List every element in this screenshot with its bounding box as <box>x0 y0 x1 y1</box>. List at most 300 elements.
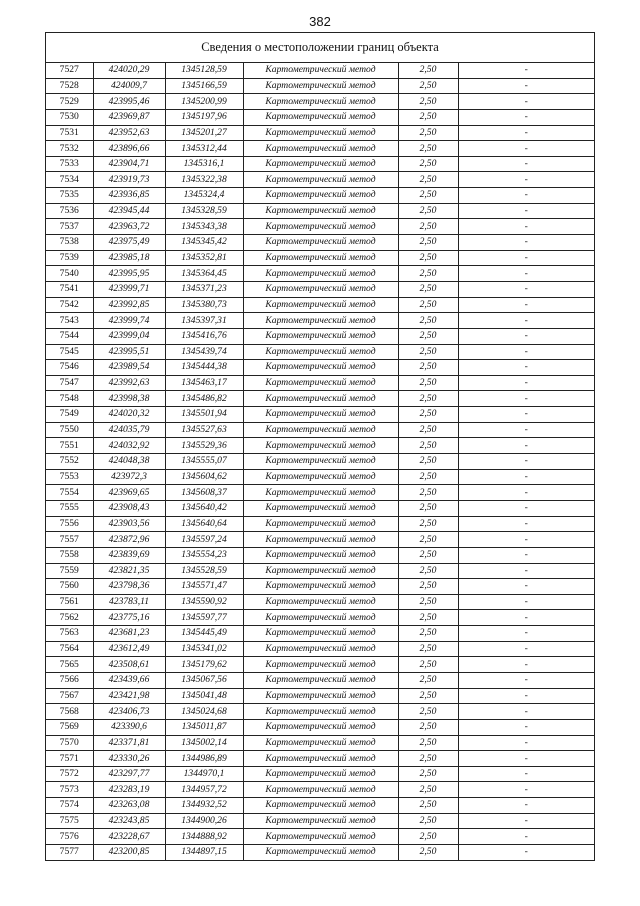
accuracy-cell: 2,50 <box>398 125 458 141</box>
y-coordinate-cell: 1345312,44 <box>165 141 243 157</box>
point-number-cell: 7549 <box>46 407 93 423</box>
method-cell: Картометрический метод <box>243 579 398 595</box>
x-coordinate-cell: 424009,7 <box>93 78 165 94</box>
accuracy-cell: 2,50 <box>398 391 458 407</box>
description-cell: - <box>458 438 594 454</box>
description-cell: - <box>458 547 594 563</box>
accuracy-cell: 2,50 <box>398 328 458 344</box>
accuracy-cell: 2,50 <box>398 78 458 94</box>
method-cell: Картометрический метод <box>243 563 398 579</box>
point-number-cell: 7539 <box>46 250 93 266</box>
point-number-cell: 7541 <box>46 281 93 297</box>
description-cell: - <box>458 563 594 579</box>
accuracy-cell: 2,50 <box>398 172 458 188</box>
description-cell: - <box>458 125 594 141</box>
point-number-cell: 7548 <box>46 391 93 407</box>
y-coordinate-cell: 1345486,82 <box>165 391 243 407</box>
description-cell: - <box>458 78 594 94</box>
y-coordinate-cell: 1345640,64 <box>165 516 243 532</box>
point-number-cell: 7570 <box>46 735 93 751</box>
y-coordinate-cell: 1344970,1 <box>165 766 243 782</box>
description-cell: - <box>458 798 594 814</box>
y-coordinate-cell: 1345527,63 <box>165 422 243 438</box>
accuracy-cell: 2,50 <box>398 500 458 516</box>
description-cell: - <box>458 94 594 110</box>
accuracy-cell: 2,50 <box>398 798 458 814</box>
accuracy-cell: 2,50 <box>398 782 458 798</box>
description-cell: - <box>458 594 594 610</box>
table-row <box>46 344 594 360</box>
accuracy-cell: 2,50 <box>398 641 458 657</box>
table-row <box>46 141 594 157</box>
method-cell: Картометрический метод <box>243 594 398 610</box>
y-coordinate-cell: 1345341,02 <box>165 641 243 657</box>
point-number-cell: 7568 <box>46 704 93 720</box>
method-cell: Картометрический метод <box>243 156 398 172</box>
accuracy-cell: 2,50 <box>398 532 458 548</box>
x-coordinate-cell: 423903,56 <box>93 516 165 532</box>
method-cell: Картометрический метод <box>243 829 398 845</box>
table-row <box>46 109 594 125</box>
description-cell: - <box>458 719 594 735</box>
accuracy-cell: 2,50 <box>398 344 458 360</box>
description-cell: - <box>458 141 594 157</box>
method-cell: Картометрический метод <box>243 672 398 688</box>
point-number-cell: 7554 <box>46 485 93 501</box>
y-coordinate-cell: 1345179,62 <box>165 657 243 673</box>
point-number-cell: 7547 <box>46 375 93 391</box>
table-row <box>46 829 594 845</box>
table-row <box>46 375 594 391</box>
accuracy-cell: 2,50 <box>398 579 458 595</box>
table-row <box>46 626 594 642</box>
method-cell: Картометрический метод <box>243 422 398 438</box>
accuracy-cell: 2,50 <box>398 407 458 423</box>
x-coordinate-cell: 424035,79 <box>93 422 165 438</box>
accuracy-cell: 2,50 <box>398 657 458 673</box>
description-cell: - <box>458 235 594 251</box>
point-number-cell: 7535 <box>46 188 93 204</box>
x-coordinate-cell: 423297,77 <box>93 766 165 782</box>
x-coordinate-cell: 423985,18 <box>93 250 165 266</box>
y-coordinate-cell: 1345322,38 <box>165 172 243 188</box>
accuracy-cell: 2,50 <box>398 485 458 501</box>
description-cell: - <box>458 704 594 720</box>
point-number-cell: 7540 <box>46 266 93 282</box>
table-row <box>46 281 594 297</box>
accuracy-cell: 2,50 <box>398 281 458 297</box>
accuracy-cell: 2,50 <box>398 610 458 626</box>
accuracy-cell: 2,50 <box>398 626 458 642</box>
x-coordinate-cell: 423995,46 <box>93 94 165 110</box>
point-number-cell: 7562 <box>46 610 93 626</box>
description-cell: - <box>458 344 594 360</box>
method-cell: Картометрический метод <box>243 454 398 470</box>
method-cell: Картометрический метод <box>243 297 398 313</box>
method-cell: Картометрический метод <box>243 469 398 485</box>
accuracy-cell: 2,50 <box>398 813 458 829</box>
boundary-points-table <box>46 63 594 860</box>
table-row <box>46 219 594 235</box>
x-coordinate-cell: 423972,3 <box>93 469 165 485</box>
point-number-cell: 7544 <box>46 328 93 344</box>
x-coordinate-cell: 423999,04 <box>93 328 165 344</box>
point-number-cell: 7558 <box>46 547 93 563</box>
method-cell: Картометрический метод <box>243 125 398 141</box>
y-coordinate-cell: 1345597,77 <box>165 610 243 626</box>
accuracy-cell: 2,50 <box>398 719 458 735</box>
table-row <box>46 422 594 438</box>
table-row <box>46 188 594 204</box>
point-number-cell: 7557 <box>46 532 93 548</box>
x-coordinate-cell: 424032,92 <box>93 438 165 454</box>
description-cell: - <box>458 297 594 313</box>
x-coordinate-cell: 423390,6 <box>93 719 165 735</box>
method-cell: Картометрический метод <box>243 109 398 125</box>
table-row <box>46 125 594 141</box>
method-cell: Картометрический метод <box>243 235 398 251</box>
method-cell: Картометрический метод <box>243 500 398 516</box>
accuracy-cell: 2,50 <box>398 438 458 454</box>
method-cell: Картометрический метод <box>243 626 398 642</box>
table-row <box>46 250 594 266</box>
y-coordinate-cell: 1345364,45 <box>165 266 243 282</box>
x-coordinate-cell: 423904,71 <box>93 156 165 172</box>
table-row <box>46 766 594 782</box>
y-coordinate-cell: 1345554,23 <box>165 547 243 563</box>
x-coordinate-cell: 423969,65 <box>93 485 165 501</box>
description-cell: - <box>458 813 594 829</box>
x-coordinate-cell: 423936,85 <box>93 188 165 204</box>
description-cell: - <box>458 641 594 657</box>
method-cell: Картометрический метод <box>243 438 398 454</box>
accuracy-cell: 2,50 <box>398 547 458 563</box>
table-row <box>46 845 594 860</box>
accuracy-cell: 2,50 <box>398 375 458 391</box>
accuracy-cell: 2,50 <box>398 266 458 282</box>
x-coordinate-cell: 423975,49 <box>93 235 165 251</box>
table-row <box>46 547 594 563</box>
table-row <box>46 500 594 516</box>
description-cell: - <box>458 500 594 516</box>
method-cell: Картометрический метод <box>243 141 398 157</box>
table-row <box>46 391 594 407</box>
point-number-cell: 7569 <box>46 719 93 735</box>
y-coordinate-cell: 1345529,36 <box>165 438 243 454</box>
method-cell: Картометрический метод <box>243 782 398 798</box>
table-row <box>46 297 594 313</box>
point-number-cell: 7546 <box>46 360 93 376</box>
description-cell: - <box>458 375 594 391</box>
page-number: 382 <box>309 14 331 29</box>
x-coordinate-cell: 423263,08 <box>93 798 165 814</box>
table-row <box>46 63 594 78</box>
y-coordinate-cell: 1345555,07 <box>165 454 243 470</box>
y-coordinate-cell: 1345571,47 <box>165 579 243 595</box>
method-cell: Картометрический метод <box>243 188 398 204</box>
accuracy-cell: 2,50 <box>398 360 458 376</box>
accuracy-cell: 2,50 <box>398 766 458 782</box>
accuracy-cell: 2,50 <box>398 688 458 704</box>
point-number-cell: 7550 <box>46 422 93 438</box>
x-coordinate-cell: 423969,87 <box>93 109 165 125</box>
point-number-cell: 7576 <box>46 829 93 845</box>
point-number-cell: 7532 <box>46 141 93 157</box>
table-row <box>46 360 594 376</box>
point-number-cell: 7573 <box>46 782 93 798</box>
y-coordinate-cell: 1345501,94 <box>165 407 243 423</box>
y-coordinate-cell: 1345640,42 <box>165 500 243 516</box>
y-coordinate-cell: 1345002,14 <box>165 735 243 751</box>
method-cell: Картометрический метод <box>243 360 398 376</box>
y-coordinate-cell: 1345380,73 <box>165 297 243 313</box>
method-cell: Картометрический метод <box>243 344 398 360</box>
table-row <box>46 782 594 798</box>
table-row <box>46 516 594 532</box>
x-coordinate-cell: 423612,49 <box>93 641 165 657</box>
accuracy-cell: 2,50 <box>398 109 458 125</box>
description-cell: - <box>458 485 594 501</box>
point-number-cell: 7560 <box>46 579 93 595</box>
y-coordinate-cell: 1345608,37 <box>165 485 243 501</box>
point-number-cell: 7571 <box>46 751 93 767</box>
x-coordinate-cell: 423821,35 <box>93 563 165 579</box>
accuracy-cell: 2,50 <box>398 454 458 470</box>
x-coordinate-cell: 423839,69 <box>93 547 165 563</box>
y-coordinate-cell: 1345316,1 <box>165 156 243 172</box>
accuracy-cell: 2,50 <box>398 235 458 251</box>
point-number-cell: 7574 <box>46 798 93 814</box>
accuracy-cell: 2,50 <box>398 516 458 532</box>
accuracy-cell: 2,50 <box>398 297 458 313</box>
description-cell: - <box>458 109 594 125</box>
method-cell: Картометрический метод <box>243 845 398 860</box>
point-number-cell: 7567 <box>46 688 93 704</box>
description-cell: - <box>458 203 594 219</box>
point-number-cell: 7565 <box>46 657 93 673</box>
description-cell: - <box>458 156 594 172</box>
accuracy-cell: 2,50 <box>398 313 458 329</box>
y-coordinate-cell: 1345463,17 <box>165 375 243 391</box>
x-coordinate-cell: 423508,61 <box>93 657 165 673</box>
table-row <box>46 532 594 548</box>
x-coordinate-cell: 423228,67 <box>93 829 165 845</box>
y-coordinate-cell: 1344957,72 <box>165 782 243 798</box>
table-row <box>46 454 594 470</box>
table-row <box>46 469 594 485</box>
table-row <box>46 798 594 814</box>
point-number-cell: 7536 <box>46 203 93 219</box>
description-cell: - <box>458 63 594 78</box>
point-number-cell: 7551 <box>46 438 93 454</box>
table-row <box>46 813 594 829</box>
x-coordinate-cell: 423995,51 <box>93 344 165 360</box>
method-cell: Картометрический метод <box>243 610 398 626</box>
x-coordinate-cell: 423421,98 <box>93 688 165 704</box>
x-coordinate-cell: 423872,96 <box>93 532 165 548</box>
y-coordinate-cell: 1345597,24 <box>165 532 243 548</box>
y-coordinate-cell: 1345352,81 <box>165 250 243 266</box>
method-cell: Картометрический метод <box>243 704 398 720</box>
method-cell: Картометрический метод <box>243 250 398 266</box>
y-coordinate-cell: 1345328,59 <box>165 203 243 219</box>
x-coordinate-cell: 423989,54 <box>93 360 165 376</box>
description-cell: - <box>458 391 594 407</box>
method-cell: Картометрический метод <box>243 532 398 548</box>
description-cell: - <box>458 407 594 423</box>
accuracy-cell: 2,50 <box>398 845 458 860</box>
method-cell: Картометрический метод <box>243 281 398 297</box>
table-row <box>46 407 594 423</box>
point-number-cell: 7538 <box>46 235 93 251</box>
table-row <box>46 641 594 657</box>
method-cell: Картометрический метод <box>243 328 398 344</box>
x-coordinate-cell: 423896,66 <box>93 141 165 157</box>
point-number-cell: 7542 <box>46 297 93 313</box>
description-cell: - <box>458 626 594 642</box>
accuracy-cell: 2,50 <box>398 469 458 485</box>
method-cell: Картометрический метод <box>243 688 398 704</box>
method-cell: Картометрический метод <box>243 203 398 219</box>
table-row <box>46 438 594 454</box>
point-number-cell: 7555 <box>46 500 93 516</box>
description-cell: - <box>458 688 594 704</box>
table-row <box>46 203 594 219</box>
description-cell: - <box>458 516 594 532</box>
description-cell: - <box>458 422 594 438</box>
x-coordinate-cell: 423439,66 <box>93 672 165 688</box>
x-coordinate-cell: 424020,32 <box>93 407 165 423</box>
description-cell: - <box>458 672 594 688</box>
accuracy-cell: 2,50 <box>398 563 458 579</box>
table-row <box>46 704 594 720</box>
method-cell: Картометрический метод <box>243 719 398 735</box>
method-cell: Картометрический метод <box>243 172 398 188</box>
point-number-cell: 7527 <box>46 63 93 78</box>
accuracy-cell: 2,50 <box>398 94 458 110</box>
y-coordinate-cell: 1345200,99 <box>165 94 243 110</box>
y-coordinate-cell: 1345201,27 <box>165 125 243 141</box>
description-cell: - <box>458 751 594 767</box>
x-coordinate-cell: 423798,36 <box>93 579 165 595</box>
table-row <box>46 610 594 626</box>
y-coordinate-cell: 1345011,87 <box>165 719 243 735</box>
x-coordinate-cell: 423998,38 <box>93 391 165 407</box>
table-row <box>46 672 594 688</box>
x-coordinate-cell: 423995,95 <box>93 266 165 282</box>
point-number-cell: 7572 <box>46 766 93 782</box>
x-coordinate-cell: 424020,29 <box>93 63 165 78</box>
y-coordinate-cell: 1345439,74 <box>165 344 243 360</box>
point-number-cell: 7556 <box>46 516 93 532</box>
point-number-cell: 7552 <box>46 454 93 470</box>
y-coordinate-cell: 1344986,89 <box>165 751 243 767</box>
description-cell: - <box>458 829 594 845</box>
description-cell: - <box>458 172 594 188</box>
x-coordinate-cell: 423952,63 <box>93 125 165 141</box>
table-title: Сведения о местоположении границ объекта <box>46 33 594 63</box>
description-cell: - <box>458 219 594 235</box>
x-coordinate-cell: 423243,85 <box>93 813 165 829</box>
x-coordinate-cell: 423999,74 <box>93 313 165 329</box>
method-cell: Картометрический метод <box>243 735 398 751</box>
point-number-cell: 7534 <box>46 172 93 188</box>
y-coordinate-cell: 1345041,48 <box>165 688 243 704</box>
accuracy-cell: 2,50 <box>398 594 458 610</box>
accuracy-cell: 2,50 <box>398 141 458 157</box>
point-number-cell: 7575 <box>46 813 93 829</box>
description-cell: - <box>458 281 594 297</box>
y-coordinate-cell: 1344900,26 <box>165 813 243 829</box>
y-coordinate-cell: 1345371,23 <box>165 281 243 297</box>
point-number-cell: 7564 <box>46 641 93 657</box>
x-coordinate-cell: 423783,11 <box>93 594 165 610</box>
table-row <box>46 594 594 610</box>
table-body <box>46 63 594 860</box>
point-number-cell: 7563 <box>46 626 93 642</box>
method-cell: Картометрический метод <box>243 391 398 407</box>
description-cell: - <box>458 735 594 751</box>
point-number-cell: 7533 <box>46 156 93 172</box>
method-cell: Картометрический метод <box>243 798 398 814</box>
y-coordinate-cell: 1344897,15 <box>165 845 243 860</box>
x-coordinate-cell: 423371,81 <box>93 735 165 751</box>
table-row <box>46 313 594 329</box>
point-number-cell: 7545 <box>46 344 93 360</box>
x-coordinate-cell: 424048,38 <box>93 454 165 470</box>
accuracy-cell: 2,50 <box>398 63 458 78</box>
accuracy-cell: 2,50 <box>398 188 458 204</box>
point-number-cell: 7528 <box>46 78 93 94</box>
x-coordinate-cell: 423406,73 <box>93 704 165 720</box>
x-coordinate-cell: 423283,19 <box>93 782 165 798</box>
table-row <box>46 266 594 282</box>
method-cell: Картометрический метод <box>243 657 398 673</box>
boundary-table-sheet <box>45 32 595 861</box>
y-coordinate-cell: 1345445,49 <box>165 626 243 642</box>
method-cell: Картометрический метод <box>243 63 398 78</box>
table-row <box>46 328 594 344</box>
method-cell: Картометрический метод <box>243 813 398 829</box>
x-coordinate-cell: 423330,26 <box>93 751 165 767</box>
y-coordinate-cell: 1345416,76 <box>165 328 243 344</box>
accuracy-cell: 2,50 <box>398 219 458 235</box>
point-number-cell: 7566 <box>46 672 93 688</box>
description-cell: - <box>458 766 594 782</box>
y-coordinate-cell: 1345324,4 <box>165 188 243 204</box>
table-row <box>46 235 594 251</box>
table-row <box>46 719 594 735</box>
x-coordinate-cell: 423919,73 <box>93 172 165 188</box>
accuracy-cell: 2,50 <box>398 751 458 767</box>
description-cell: - <box>458 188 594 204</box>
method-cell: Картометрический метод <box>243 78 398 94</box>
description-cell: - <box>458 782 594 798</box>
table-row <box>46 156 594 172</box>
x-coordinate-cell: 423200,85 <box>93 845 165 860</box>
accuracy-cell: 2,50 <box>398 704 458 720</box>
table-row <box>46 579 594 595</box>
y-coordinate-cell: 1345166,59 <box>165 78 243 94</box>
description-cell: - <box>458 454 594 470</box>
description-cell: - <box>458 469 594 485</box>
y-coordinate-cell: 1345197,96 <box>165 109 243 125</box>
accuracy-cell: 2,50 <box>398 422 458 438</box>
x-coordinate-cell: 423999,71 <box>93 281 165 297</box>
x-coordinate-cell: 423963,72 <box>93 219 165 235</box>
table-row <box>46 735 594 751</box>
accuracy-cell: 2,50 <box>398 672 458 688</box>
